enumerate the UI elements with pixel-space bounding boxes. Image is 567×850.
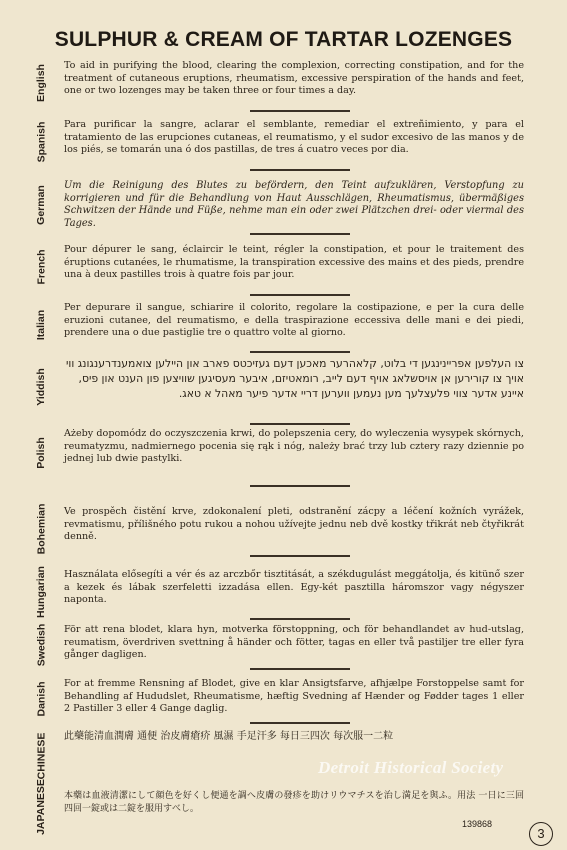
divider	[250, 618, 350, 620]
section-french	[24, 244, 524, 290]
divider	[250, 555, 350, 557]
catalog-number: 139868	[462, 819, 493, 829]
language-label: CHINESE	[35, 732, 47, 780]
section-bohemian	[24, 503, 524, 555]
divider	[250, 668, 350, 670]
language-label: Polish	[34, 437, 47, 469]
language-label: Yiddish	[35, 368, 47, 406]
language-label: English	[35, 64, 48, 102]
language-label: JAPANESE	[35, 779, 48, 835]
section-italian	[24, 302, 524, 348]
section-hungarian	[24, 566, 524, 618]
divider	[250, 351, 350, 353]
section-text: Ve prospěch čistění krve, zdokonalení pleti, odstranění zácpy a léčení kožních vyrážek, revmatismu, přílišného potu rukou a nohou užívejte jednu neb dvě kostky třikrát neb čtyřikrát denně.	[64, 506, 524, 542]
language-label: Swedish	[35, 623, 48, 667]
section-english	[24, 60, 524, 106]
section-text: Para purificar la sangre, aclarar el semblante, remediar el extreñimiento, y para el tratamiento de las erupciones cutaneas, el reumatismo, y el sudor excesivo de las manos y de los piés, se tomarán una ó dos pastillas, de tres á cuatro veces por dia.	[64, 119, 524, 155]
section-german	[24, 180, 524, 230]
watermark: Detroit Historical Society	[318, 758, 504, 777]
section-text: 本藥は血液清潔にして顔色を好くし便通を調へ皮膚の發疹を助けリウマチスを治し満足を與ふ。用法 一日に三回四回一錠或は二錠を服用すべし。	[64, 791, 524, 814]
language-label: French	[35, 249, 48, 285]
language-label: German	[35, 185, 47, 225]
divider	[250, 485, 350, 487]
section-text: צו העלפען אפריינינגען די בלוט, קלאהרער מאכען דעם געזיכטס פארב און היילען צואמענדרענגונג ווי אויך צו קורירען אן אויסשלאג אויף דעם לייב, רומאטיזם, איבער מעסיגען שוויצען פון הענט און פיס, איינע אדער צווי פלעצלעך מען נעמען ווערען דריי אדער פיער מאהל א טאג.	[65, 357, 524, 400]
page-number-mark: 3	[529, 822, 553, 846]
section-text: 此藥能清血潤膚 通便 治皮膚瘡疥 風濕 手足汗多 每日三四次 每次服一二粒	[64, 731, 394, 742]
section-japanese	[24, 779, 524, 835]
section-text: To aid in purifying the blood, clearing the complexion, correcting constipation, and for the treatment of cutaneous eruptions, rheumatism, excessive perspiration of the hands and feet, one or two lozenges may be taken three or four times a day.	[64, 60, 524, 96]
language-label: Spanish	[35, 121, 47, 163]
section-text: För att rena blodet, klara hyn, motverka förstoppning, och för behandlandet av hud-utslag, reumatism, överdriven svettning å händer och fötter, tagas en eller två pastiljer tre eller fyra gånger dagligen.	[64, 624, 524, 660]
document-title: SULPHUR & CREAM OF TARTAR LOZENGES	[54, 28, 513, 51]
section-spanish	[24, 119, 524, 165]
section-text: Használata elősegíti a vér és az arczbőr tisztitását, a székdugulást meggátolja, és kitünő szer a kezek és lábak szerfeletti izzadása ellen. Egy-két pasztilla háromszor vagy négyszer naponta.	[64, 569, 524, 605]
section-swedish	[24, 624, 524, 666]
section-danish	[24, 678, 524, 720]
section-text: For at fremme Rensning af Blodet, give en klar Ansigtsfarve, afhjælpe Forstoppelse samt for Behandling af Hududslet, Rheumatisme, hæftig Svedning af Hænder og Fødder tages 1 eller 2 Pastiller 3 eller 4 Gange daglig.	[64, 678, 524, 714]
divider	[250, 423, 350, 425]
divider	[250, 233, 350, 235]
section-text: Um die Reinigung des Blutes zu befördern, den Teint aufzuklären, Verstopfung zu korrigieren und für die Behandlung von Haut Ausschlägen, Rheumatismus, übermäßiges Schwitzen der Hände und Füße, nehme man ein oder zwei Plätzchen drei- oder viermal des Tages.	[64, 180, 524, 229]
divider	[250, 110, 350, 112]
divider	[250, 294, 350, 296]
section-text: Ażeby dopomódz do oczyszczenia krwi, do polepszenia cery, do wyleczenia wysypek skórnych, reumatyzmu, nadmiernego pocenia się rąk i nóg, należy brać trzy lub cztery razy dziennie po jednej lub dwie pastylki.	[64, 428, 524, 464]
divider	[250, 169, 350, 171]
section-text: Per depurare il sangue, schiarire il colorito, regolare la costipazione, e per la cura delle eruzioni cutanee, del reumatismo, e della traspirazione eccessiva delle mani e dei piedi, prendere una o due pastiglie tre o quattro volte al giorno.	[64, 302, 524, 338]
section-text: Pour dépurer le sang, éclaircir le teint, régler la constipation, et pour le traitement des éruptions cutanées, le rhumatisme, la transpiration excessive des mains et des pieds, prendre una à deux pastilles trois à quatre fois par jour.	[64, 244, 524, 280]
language-label: Danish	[35, 681, 48, 717]
divider	[250, 722, 350, 724]
language-label: Italian	[35, 309, 47, 341]
section-yiddish	[24, 356, 524, 418]
language-label: Bohemian	[35, 503, 48, 555]
section-polish	[24, 428, 524, 478]
language-label: Hungarian	[35, 566, 48, 618]
